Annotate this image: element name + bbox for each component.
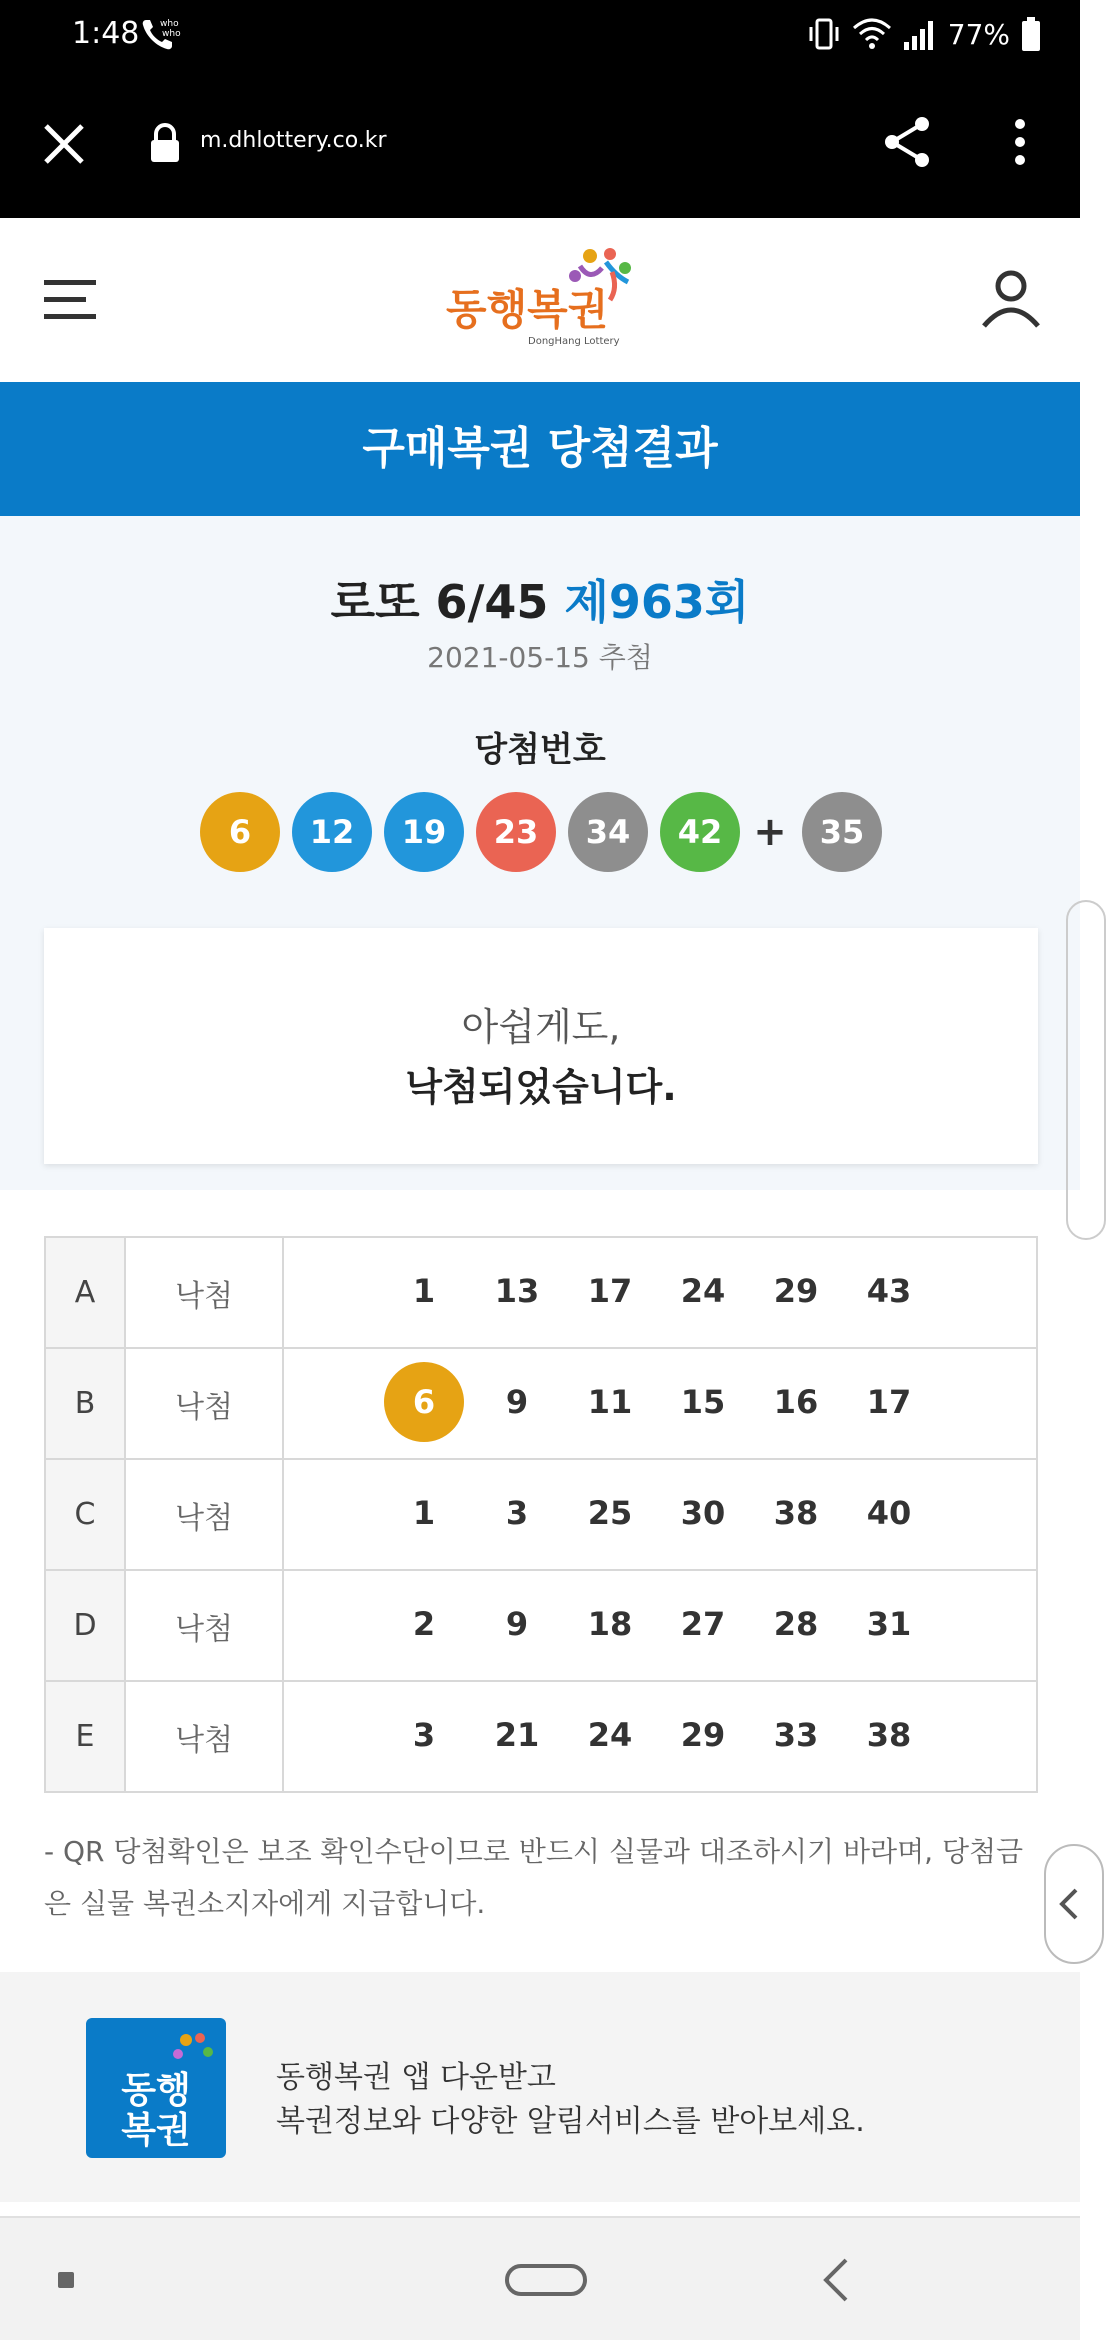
- ticket-number-matched: [384, 1349, 464, 1456]
- app-banner-line1: 동행복권 앱 다운받고: [276, 2060, 556, 2095]
- ticket-number: 17: [587, 1272, 633, 1310]
- ticket-number: 3: [505, 1494, 529, 1532]
- ticket-numbers: [283, 1237, 1037, 1348]
- ticket-numbers: [283, 1681, 1037, 1792]
- result-panel: [0, 516, 1080, 1190]
- url-text[interactable]: m.dhlottery.co.kr: [200, 128, 387, 153]
- ticket-table: [44, 1236, 1038, 1793]
- ticket-numbers: [283, 1570, 1037, 1681]
- qr-notice: - QR 당첨확인은 보조 확인수단이므로 반드시 실물과 대조하시기 바라며, 당첨금은 실물 복권소지자에게 지급합니다.: [44, 1835, 1024, 1920]
- ticket-number: 2: [412, 1605, 436, 1643]
- vibrate-icon: [806, 16, 842, 52]
- ticket-number: 1: [412, 1494, 436, 1532]
- ticket-number: 24: [587, 1716, 633, 1754]
- ticket-number: 24: [680, 1272, 726, 1310]
- draw-date: 2021-05-15 추첨: [427, 641, 653, 674]
- page-title: 구매복권 당첨결과: [0, 382, 1080, 516]
- status-icons: [806, 14, 1042, 54]
- table-row: [45, 1237, 1037, 1348]
- ticket-number: 38: [866, 1716, 912, 1754]
- system-nav-bar: [0, 2216, 1080, 2340]
- app-download-banner[interactable]: [0, 1972, 1080, 2202]
- plus-sign: +: [753, 809, 787, 855]
- home-icon[interactable]: [504, 2258, 588, 2302]
- ticket-number: 11: [587, 1383, 633, 1421]
- ticket-number: 16: [773, 1383, 819, 1421]
- app-logo-text-1: 동행: [121, 2070, 191, 2111]
- result-message-box: [44, 928, 1038, 1164]
- status-time: 1:48: [72, 16, 140, 51]
- share-icon[interactable]: [880, 114, 936, 170]
- ticket-number: 40: [866, 1494, 912, 1532]
- winning-ball: 12: [292, 792, 372, 872]
- svg-text:who: who: [160, 19, 179, 29]
- wifi-icon: [852, 16, 892, 52]
- ticket-numbers: [283, 1459, 1037, 1570]
- ticket-number: 17: [866, 1383, 912, 1421]
- side-scroll-handle[interactable]: [1066, 900, 1106, 1240]
- recent-apps-icon[interactable]: [56, 2270, 76, 2290]
- app-banner-line2: 복권정보와 다양한 알림서비스를 받아보세요.: [276, 2104, 865, 2139]
- svg-text:who: who: [162, 29, 181, 39]
- ticket-numbers: [283, 1348, 1037, 1459]
- winning-ball: 19: [384, 792, 464, 872]
- ticket-number: 3: [412, 1716, 436, 1754]
- ticket-number: 9: [505, 1605, 529, 1643]
- close-icon[interactable]: [38, 118, 90, 170]
- back-icon[interactable]: [818, 2254, 854, 2306]
- game-label: D: [45, 1570, 125, 1681]
- ticket-number: 33: [773, 1716, 819, 1754]
- side-panel-tab[interactable]: [1044, 1844, 1104, 1964]
- app-logo[interactable]: [86, 2018, 226, 2158]
- winning-ball: 42: [660, 792, 740, 872]
- bonus-ball: 35: [802, 792, 882, 872]
- browser-toolbar: [0, 70, 1080, 218]
- ticket-number: 15: [680, 1383, 726, 1421]
- ticket-number: 28: [773, 1605, 819, 1643]
- more-vert-icon[interactable]: [1000, 114, 1040, 170]
- winning-ball: 23: [476, 792, 556, 872]
- ticket-number: 31: [866, 1605, 912, 1643]
- table-row: [45, 1681, 1037, 1792]
- game-status: 낙첨: [125, 1570, 283, 1681]
- winning-numbers-label: 당첨번호: [474, 730, 606, 770]
- lock-icon: [148, 122, 182, 164]
- result-message-line1: 아쉽게도,: [461, 1005, 621, 1049]
- battery-percent: 77%: [947, 17, 1010, 51]
- game-label: B: [45, 1348, 125, 1459]
- site-header: [0, 218, 1080, 382]
- round-number: 제963회: [564, 575, 750, 629]
- game-status: 낙첨: [125, 1459, 283, 1570]
- donghang-logo[interactable]: [440, 242, 640, 352]
- app-logo-graphic: [86, 2018, 226, 2158]
- table-row: [45, 1459, 1037, 1570]
- game-label: C: [45, 1459, 125, 1570]
- ticket-number: 25: [587, 1494, 633, 1532]
- game-status: 낙첨: [125, 1681, 283, 1792]
- table-row: [45, 1570, 1037, 1681]
- wifi-call-icon: [138, 14, 181, 54]
- ticket-number: 29: [680, 1716, 726, 1754]
- ticket-number: 43: [866, 1272, 912, 1310]
- game-label: E: [45, 1681, 125, 1792]
- game-status: 낙첨: [125, 1237, 283, 1348]
- matched-ball: 6: [384, 1362, 464, 1442]
- ticket-number: 9: [505, 1383, 529, 1421]
- ticket-number: 13: [494, 1272, 540, 1310]
- game-label: A: [45, 1237, 125, 1348]
- status-bar: [0, 0, 1080, 70]
- game-status: 낙첨: [125, 1348, 283, 1459]
- ticket-number: 38: [773, 1494, 819, 1532]
- game-name: 로또 6/45: [330, 575, 549, 629]
- logo-subtext: DongHang Lottery: [528, 336, 620, 347]
- ticket-number: 18: [587, 1605, 633, 1643]
- logo-text: 동행복권: [446, 285, 609, 334]
- battery-icon: [1020, 16, 1042, 52]
- user-icon[interactable]: [980, 266, 1042, 328]
- winning-numbers: [0, 792, 1080, 872]
- hamburger-menu-icon[interactable]: [40, 270, 100, 330]
- ticket-number: 21: [494, 1716, 540, 1754]
- chevron-left-icon: [1054, 1884, 1084, 1924]
- round-title: [0, 566, 1080, 632]
- ticket-number: 29: [773, 1272, 819, 1310]
- result-message-line2: 낙첨되었습니다.: [405, 1065, 677, 1109]
- app-logo-text-2: 복권: [121, 2110, 191, 2151]
- table-row: [45, 1348, 1037, 1459]
- winning-ball: 34: [568, 792, 648, 872]
- signal-icon: [902, 16, 938, 52]
- ticket-number: 1: [412, 1272, 436, 1310]
- winning-ball: 6: [200, 792, 280, 872]
- ticket-number: 27: [680, 1605, 726, 1643]
- ticket-number: 30: [680, 1494, 726, 1532]
